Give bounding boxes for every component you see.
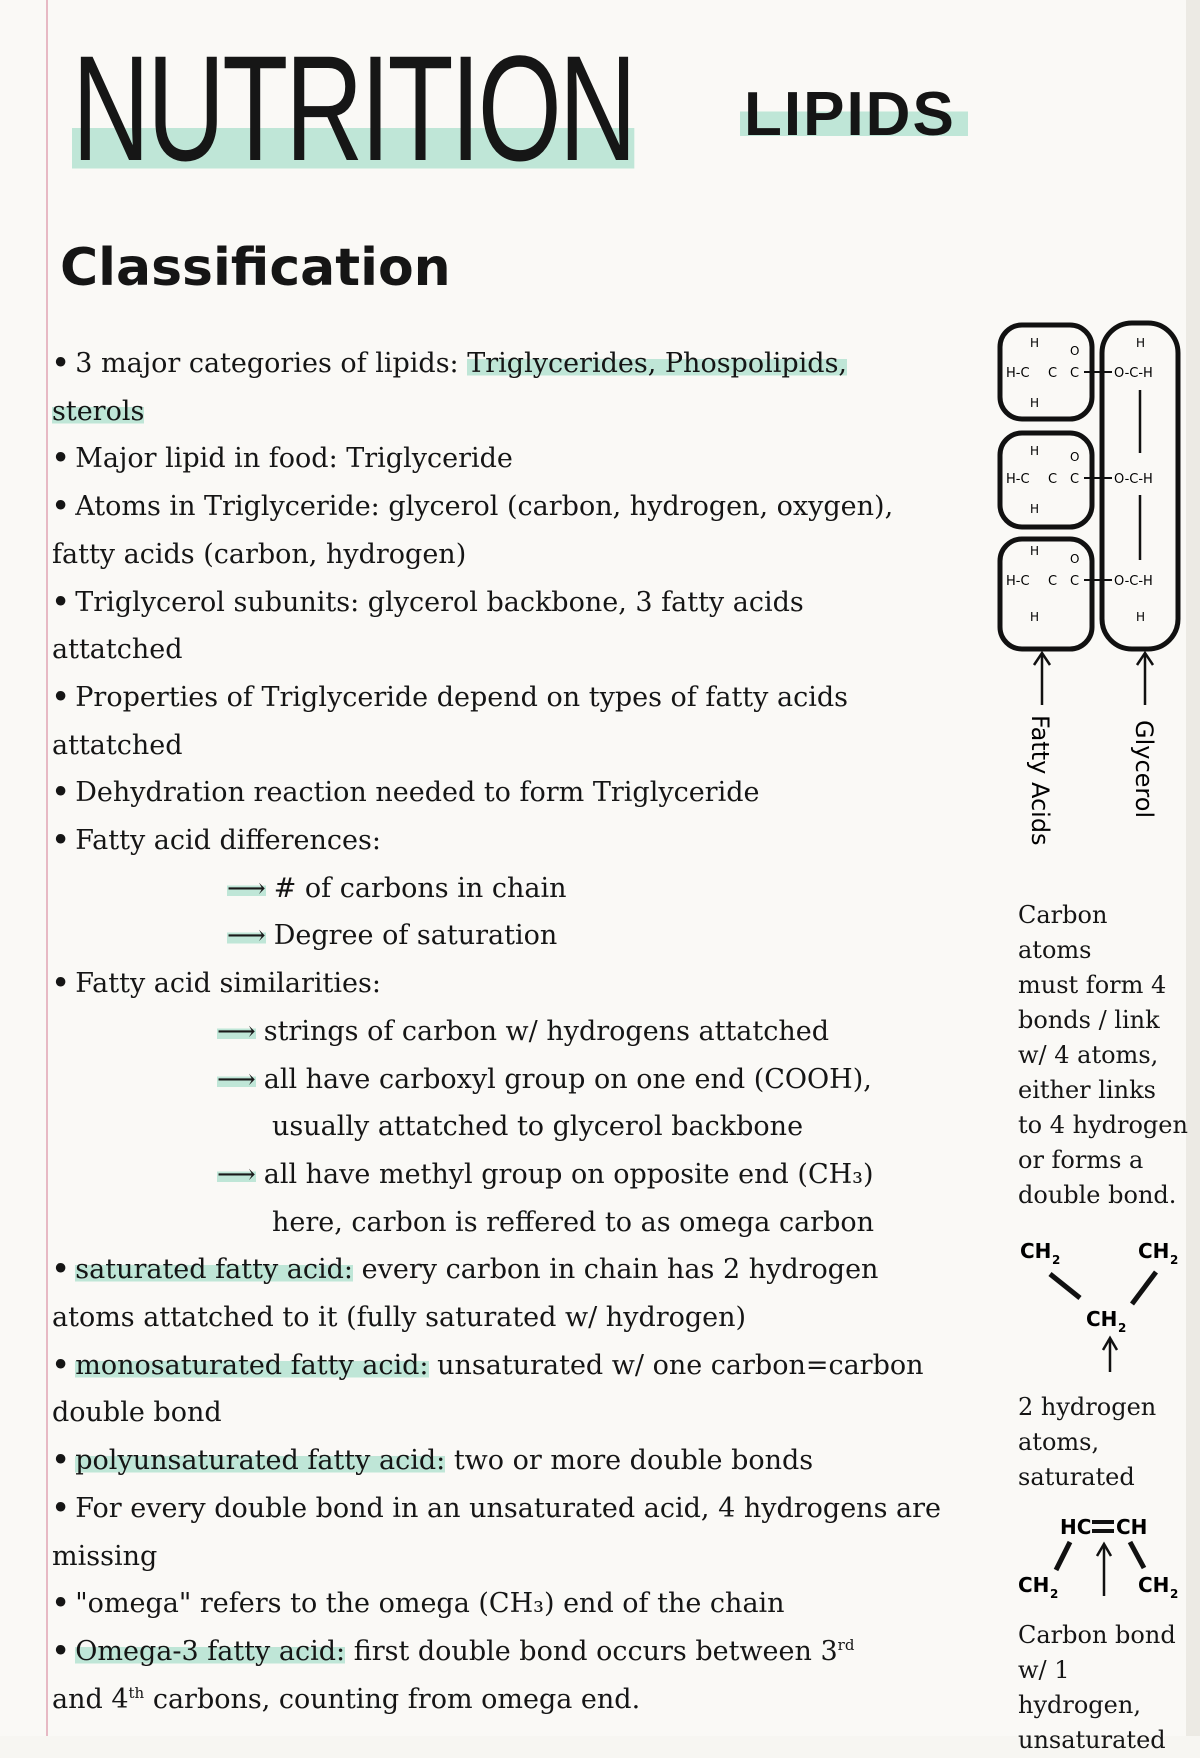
arrow-icon: ⟶ <box>227 920 266 952</box>
note-line: missing <box>52 1540 158 1572</box>
atom-label: H <box>1136 336 1146 350</box>
atom-label: H <box>1030 444 1040 458</box>
note-line: ⟶ all have methyl group on opposite end (CH₃) <box>217 1158 874 1190</box>
atom-label: C <box>1048 472 1058 487</box>
glycerol-label: Glycerol <box>1130 720 1158 819</box>
fatty-acids-label: Fatty Acids <box>1026 715 1054 846</box>
saturated-note: 2 hydrogen atoms, saturated <box>1018 1393 1157 1491</box>
note-line: here, carbon is reffered to as omega carbon <box>272 1206 875 1238</box>
svg-text:CH: CH <box>1116 1515 1148 1539</box>
atom-label: H <box>1030 336 1040 350</box>
atom-label: O <box>1070 344 1080 358</box>
atom-label: H <box>1030 544 1040 558</box>
arrow-icon: ⟶ <box>217 1015 256 1047</box>
note-line: ⟶ # of carbons in chain <box>227 872 567 904</box>
note-line: • Triglycerol subunits: glycerol backbone, 3 fatty acids <box>52 586 804 618</box>
note-line: attatched <box>52 634 183 666</box>
svg-text:CH: CH <box>1020 1239 1052 1263</box>
svg-text:2: 2 <box>1118 1321 1127 1335</box>
svg-text:2: 2 <box>1170 1587 1179 1601</box>
note-line: • Fatty acid differences: <box>52 825 381 857</box>
atom-label: H-C <box>1006 574 1030 589</box>
note-line: • Dehydration reaction needed to form Triglyceride <box>52 777 760 809</box>
arrow-icon: ⟶ <box>217 1158 256 1190</box>
atom-label: H-C <box>1006 472 1030 487</box>
note-line: • monosaturated fatty acid: unsaturated w/ one carbon=carbon <box>52 1349 924 1381</box>
note-line: • Major lipid in food: Triglyceride <box>52 443 513 475</box>
page-edge <box>1186 0 1200 1736</box>
atom-label: H <box>1030 502 1040 516</box>
page-title: NUTRITION <box>72 24 635 192</box>
subject-label: LIPIDS <box>740 80 968 150</box>
notes-body <box>52 340 1012 1723</box>
arrow-icon: ⟶ <box>227 872 266 904</box>
svg-text:HC: HC <box>1060 1515 1092 1539</box>
note-line: • Atoms in Triglyceride: glycerol (carbon, hydrogen, oxygen), <box>52 491 894 523</box>
svg-text:2: 2 <box>1052 1253 1061 1267</box>
note-line: usually attatched to glycerol backbone <box>272 1111 804 1143</box>
arrow-icon: ⟶ <box>217 1063 256 1095</box>
note-line: ⟶ Degree of saturation <box>227 920 558 952</box>
note-line: • "omega" refers to the omega (CH₃) end of the chain <box>52 1588 785 1620</box>
atom-label: C <box>1070 472 1080 487</box>
note-line: • polyunsaturated fatty acid: two or more double bonds <box>52 1445 814 1477</box>
note-line: double bond <box>52 1397 222 1429</box>
atom-label: C <box>1070 366 1080 381</box>
note-line: fatty acids (carbon, hydrogen) <box>52 538 467 570</box>
svg-text:2: 2 <box>1050 1587 1059 1601</box>
note-line: atoms attatched to it (fully saturated w/ hydrogen) <box>52 1302 747 1334</box>
atom-label: O-C-H <box>1114 472 1153 487</box>
note-line: • saturated fatty acid: every carbon in chain has 2 hydrogen <box>52 1254 879 1286</box>
note-line: sterols <box>52 395 145 427</box>
atom-label: O <box>1070 552 1080 566</box>
note-line: ⟶ all have carboxyl group on one end (COOH), <box>217 1063 872 1095</box>
atom-label: C <box>1070 574 1080 589</box>
svg-text:CH: CH <box>1018 1573 1050 1597</box>
triglyceride-diagram <box>990 315 1186 850</box>
saturated-carbon-diagram <box>1018 1232 1186 1382</box>
svg-text:CH: CH <box>1138 1239 1170 1263</box>
atom-label: H <box>1136 610 1146 624</box>
atom-label: C <box>1048 366 1058 381</box>
svg-text:CH: CH <box>1086 1307 1118 1331</box>
atom-label: O <box>1070 450 1080 464</box>
unsaturated-carbon-diagram <box>1018 1508 1186 1608</box>
note-line: • Properties of Triglyceride depend on types of fatty acids <box>52 681 848 713</box>
carbon-bond-note: Carbon atoms must form 4 bonds / link w/ 4 atoms, either links to 4 hydrogen or forms a double bond. <box>1018 901 1188 1209</box>
note-line: and 4th carbons, counting from omega end. <box>52 1683 641 1715</box>
note-line: • For every double bond in an unsaturated acid, 4 hydrogens are <box>52 1492 941 1524</box>
atom-label: O-C-H <box>1114 366 1153 381</box>
atom-label: H <box>1030 396 1040 410</box>
note-line: • Fatty acid similarities: <box>52 968 381 1000</box>
note-line: attatched <box>52 729 183 761</box>
note-line: ⟶ strings of carbon w/ hydrogens attatched <box>217 1015 830 1047</box>
atom-label: C <box>1048 574 1058 589</box>
note-line: • 3 major categories of lipids: Triglycerides, Phospolipids, <box>52 348 848 379</box>
atom-label: O-C-H <box>1114 574 1153 589</box>
section-heading: Classification <box>60 238 451 298</box>
svg-text:CH: CH <box>1138 1573 1170 1597</box>
margin-line <box>46 0 48 1736</box>
atom-label: H-C <box>1006 366 1030 381</box>
note-line: • Omega-3 fatty acid: first double bond occurs between 3rd <box>52 1635 855 1667</box>
atom-label: H <box>1030 610 1040 624</box>
unsaturated-note: Carbon bond w/ 1 hydrogen, unsaturated <box>1018 1621 1176 1754</box>
svg-text:2: 2 <box>1170 1253 1179 1267</box>
